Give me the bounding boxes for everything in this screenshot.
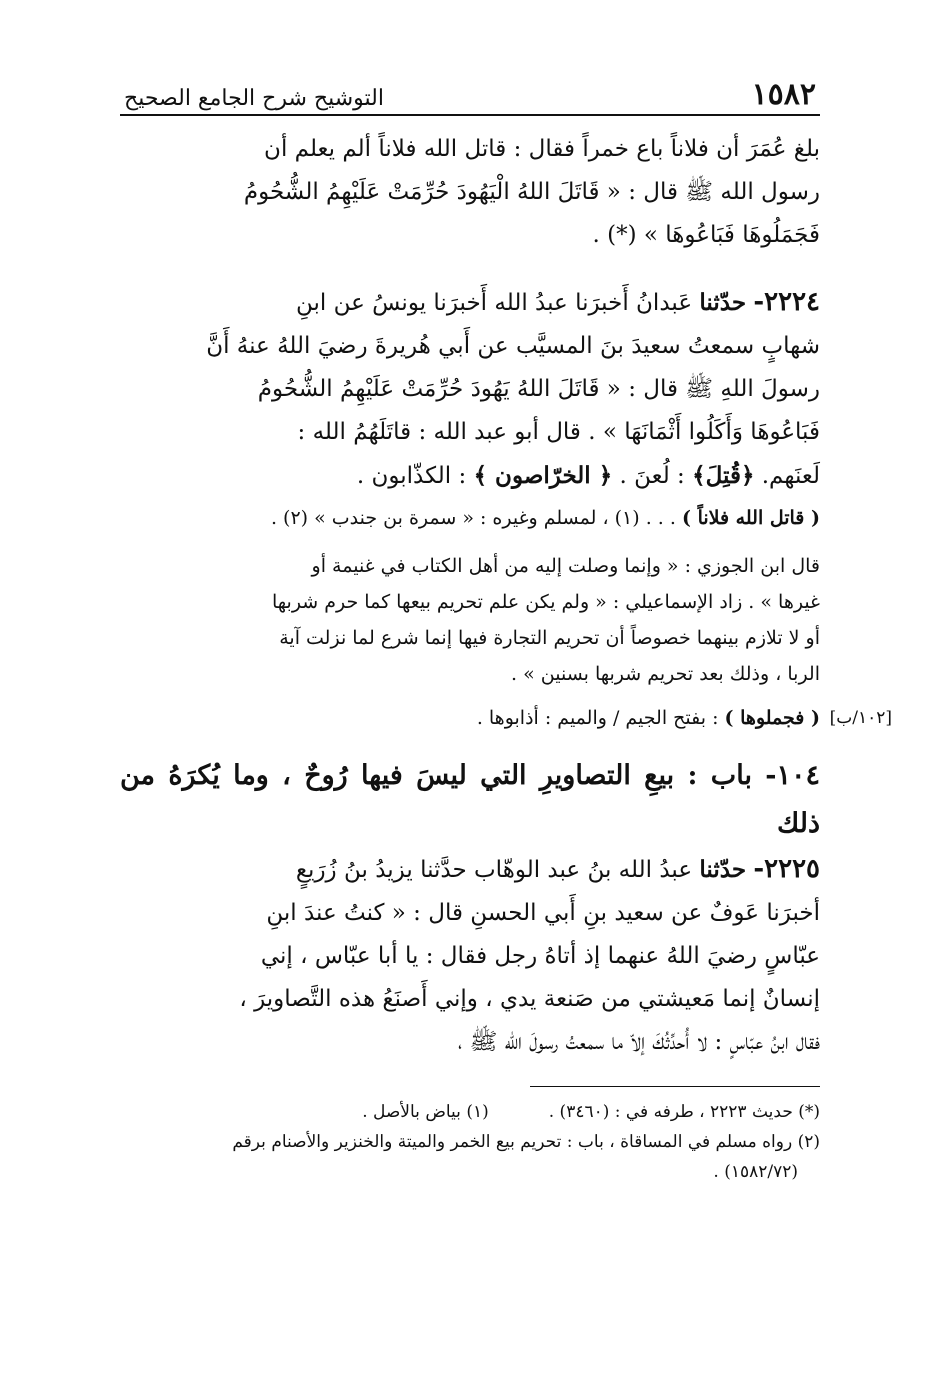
- footnote-row: [120, 1097, 820, 1127]
- hadith-2225: [120, 848, 820, 1064]
- commentary-line: [120, 700, 892, 736]
- page-header: [120, 60, 820, 116]
- text-line: شهابٍ سمعتُ سعيدَ بنَ المسيَّب عن أَبي هُريرةَ رضيَ اللهُ عنهُ أَنَّ: [206, 333, 820, 359]
- commentary-line: قال ابن الجوزي : « وإنما وصلت إليه من أهل الكتاب في غنيمة أو: [311, 555, 820, 577]
- haddathana-label: حدّثنا: [699, 289, 747, 316]
- hadith-number: ٢٢٢٥-: [753, 854, 820, 884]
- text-segment: لَعنَهم.: [761, 463, 820, 489]
- commentary-text: . . . (١) ، لمسلم وغيره : « سمرة بن جندب » (٢) .: [270, 507, 676, 529]
- text-line: أخبرَنا عَوفٌ عن سعيد بنِ أَبي الحسنِ قال : « كنتُ عندَ ابنِ: [266, 900, 820, 926]
- book-page: [120, 60, 892, 1187]
- text-line: فَبَاعُوهَا وَأَكَلُوا أَثْمَانَهَا » . قال أبو عبد الله : قاتَلَهُمُ الله :: [297, 419, 820, 445]
- quoted-phrase: ( فجملوها ): [724, 707, 820, 729]
- hadith-2224: [120, 281, 820, 498]
- text-line: رسولَ اللهِ ﷺ قال : « قَاتَلَ اللهُ يَهُودَ حُرِّمَتْ عَلَيْهِمُ الشُّحُومُ: [257, 376, 820, 402]
- hadith-number: ٢٢٢٤-: [753, 287, 820, 317]
- commentary-text: : بفتح الجيم / والميم : أذابوها .: [476, 707, 719, 729]
- text-line: بلغ عُمَرَ أن فلاناً باع خمراً فقال : قاتل الله فلاناً ألم يعلم أن: [264, 136, 820, 162]
- manuscript-folio-note: [١٠٢/ب]: [829, 708, 892, 728]
- text-line: [120, 281, 820, 325]
- text-segment: : الكذّابون .: [356, 463, 467, 489]
- running-title: التوشيح شرح الجامع الصحيح: [124, 86, 384, 111]
- commentary-line: غيرها » . زاد الإسماعيلي : « ولم يكن علم تحريم بيعها كما حرم شربها: [271, 591, 820, 613]
- commentary-line: أو لا تلازم بينهما خصوصاً أن تحريم التجارة فيها إنما شرع لما نزلت آية: [279, 627, 820, 649]
- footnote-star: (*) حديث ٢٢٢٣ ، طرفه في : (٣٤٦٠) .: [548, 1102, 820, 1122]
- quran-word-kharrasun: ﴿ الخرّاصون ﴾: [473, 462, 613, 489]
- footnote-1: (١) بياض بالأصل .: [362, 1102, 489, 1122]
- text-line: عبّاسٍ رضيَ اللهُ عنهما إذ أتاهُ رجل فقال : يا أبا عبّاس ، إني: [260, 943, 820, 969]
- quran-word-qutil: ﴿قُتِلَ﴾: [692, 462, 755, 489]
- quoted-phrase: ( قاتل الله فلاناً ): [681, 507, 820, 529]
- footnote-divider: [530, 1086, 820, 1087]
- commentary-line: الربا ، وذلك بعد تحريم شربها بسنين » .: [511, 663, 820, 685]
- isnad-text: عبدُ الله بنُ عبد الوهّاب حدَّثنا يزيدُ بنُ زُرَيعٍ: [295, 857, 693, 883]
- text-line: فَجَمَلُوهَا فَبَاعُوهَا » (*) .: [592, 222, 820, 248]
- page-number: ١٥٨٢: [751, 77, 816, 112]
- text-line: [120, 454, 820, 498]
- text-line: رسول الله ﷺ قال : « قَاتَلَ اللهُ الْيَهُودَ حُرِّمَتْ عَلَيْهِمُ الشُّحُومُ: [243, 179, 820, 205]
- isnad-text: عَبدانُ أَخبرَنا عبدُ الله أَخبرَنا يونسُ عن ابنِ: [295, 290, 693, 316]
- footnotes: [120, 1097, 820, 1187]
- commentary-line: [120, 500, 820, 536]
- commentary: [120, 500, 892, 736]
- text-line: إنسانٌ إنما مَعيشتي من صَنعة يدي ، وإني أَصنَعُ هذه التَّصاويرَ ،: [239, 986, 820, 1012]
- footnote-2: (٢) رواه مسلم في المساقاة ، باب : تحريم بيع الخمر والميتة والخنزير والأصنام برقم: [232, 1132, 820, 1152]
- text-line: [120, 848, 820, 892]
- text-segment: : لُعنَ .: [619, 463, 685, 489]
- haddathana-label: حدّثنا: [699, 856, 747, 883]
- chapter-heading: ١٠٤- باب : بيعِ التصاويرِ التي ليسَ فيها رُوحٌ ، وما يُكرَهُ من ذلك: [120, 760, 820, 839]
- text-line: فقال ابنُ عبّاسٍ : لا أُحدِّثُكَ إلاّ ما سمعتُ رسولَ الله ﷺ ،: [457, 1029, 820, 1055]
- footnote-2-continuation: (١٥٨٢/٧٢) .: [713, 1162, 798, 1182]
- continued-hadith-text: [120, 128, 820, 257]
